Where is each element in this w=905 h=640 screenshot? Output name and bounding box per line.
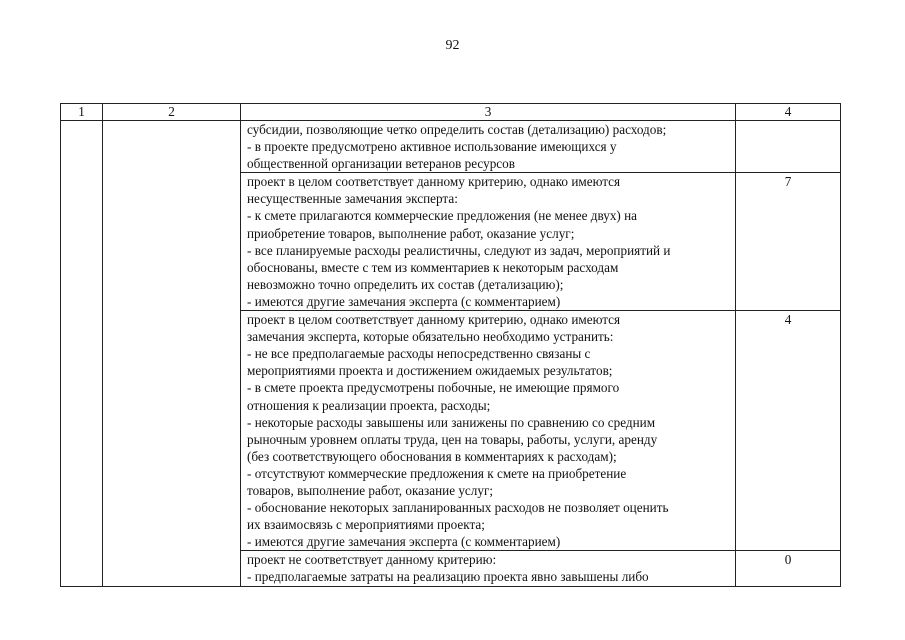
criterion-text-line: обоснованы, вместе с тем из комментариев к некоторым расходам [247,259,619,275]
criterion-text-cell [241,311,736,551]
criterion-text-line: приобретение товаров, выполнение работ, оказание услуг; [247,225,575,241]
col-2-cell [103,121,241,587]
criterion-text-line: рыночным уровнем оплаты труда, цен на товары, работы, услуги, аренду [247,431,658,447]
criterion-text-line: - имеются другие замечания эксперта (с комментарием) [247,293,561,309]
criterion-text-line: их взаимосвязь с мероприятиями проекта; [247,517,485,533]
header-col-3: 3 [241,104,736,121]
criterion-text-line: - в проекте предусмотрено активное использование имеющихся у [247,139,617,155]
criterion-text-line: общественной организации ветеранов ресурсов [247,156,515,172]
criterion-text-line: - к смете прилагаются коммерческие предложения (не менее двух) на [247,208,638,224]
col-1-cell [61,121,103,587]
criterion-text-line: несущественные замечания эксперта: [247,191,458,207]
criterion-text-cell [241,173,736,311]
criterion-text-line: отношения к реализации проекта, расходы; [247,397,491,413]
criteria-table [60,103,841,587]
table-row [61,121,841,173]
score-cell: 4 [736,311,841,551]
criterion-text-cell [241,121,736,173]
criterion-text-line: - имеются другие замечания эксперта (с комментарием) [247,534,561,550]
page-number: 92 [445,38,460,53]
criterion-text-line: мероприятиями проекта и достижением ожидаемых результатов; [247,363,613,379]
criterion-text-line: - предполагаемые затраты на реализацию проекта явно завышены либо [247,569,649,585]
header-col-4: 4 [736,104,841,121]
criterion-text-line: проект в целом соответствует данному критерию, однако имеются [247,174,621,190]
header-col-2: 2 [103,104,241,121]
criterion-text-line: - отсутствуют коммерческие предложения к смете на приобретение [247,465,627,481]
score-cell: 7 [736,173,841,311]
score-cell [736,121,841,173]
criterion-text-line: (без соответствующего обоснования в комментариях к расходам); [247,448,617,464]
criterion-text-line: субсидии, позволяющие четко определить состав (детализацию) расходов; [247,122,667,137]
criterion-text-line: невозможно точно определить их состав (детализацию); [247,276,564,292]
criterion-text-line: проект в целом соответствует данному критерию, однако имеются [247,312,621,328]
table-header-row [61,104,841,121]
criterion-text-line: - все планируемые расходы реалистичны, следуют из задач, мероприятий и [247,242,671,258]
score-cell: 0 [736,551,841,586]
criterion-text-line: проект не соответствует данному критерию: [247,552,497,568]
header-col-1: 1 [61,104,103,121]
criterion-text-cell [241,551,736,586]
criterion-text-line: - не все предполагаемые расходы непосредственно связаны с [247,346,591,362]
criterion-text-line: - обоснование некоторых запланированных расходов не позволяет оценить [247,500,669,516]
criterion-text-line: - в смете проекта предусмотрены побочные, не имеющие прямого [247,380,620,396]
criterion-text-line: товаров, выполнение работ, оказание услуг; [247,482,494,498]
criterion-text-line: замечания эксперта, которые обязательно необходимо устранить: [247,329,614,345]
criterion-text-line: - некоторые расходы завышены или занижены по сравнению со средним [247,414,656,430]
